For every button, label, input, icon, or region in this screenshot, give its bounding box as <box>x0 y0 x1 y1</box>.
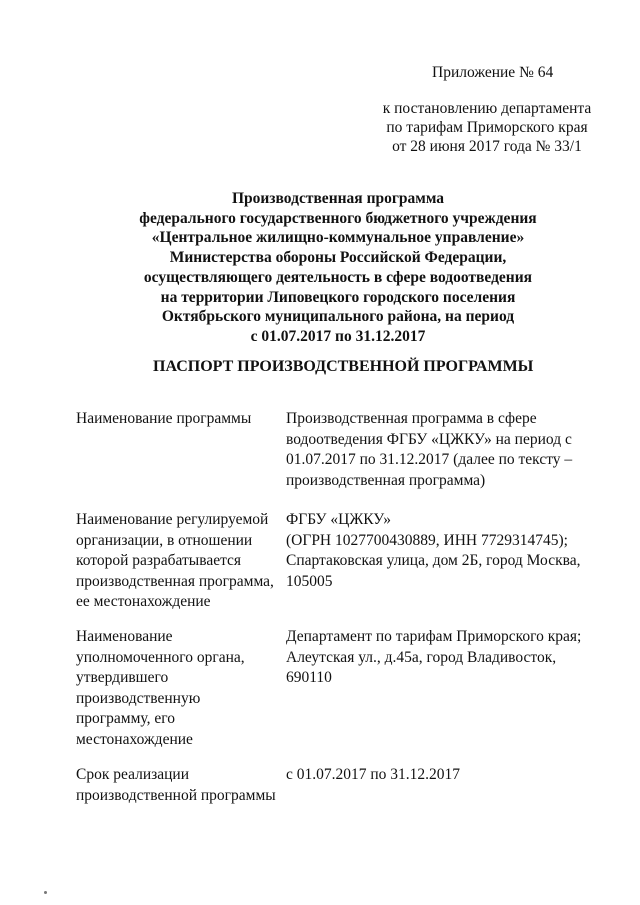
value-line: Департамент по тарифам Приморского края; <box>286 628 582 645</box>
label-line: утвердившего <box>76 669 169 687</box>
title-line: с 01.07.2017 по 31.12.2017 <box>250 327 426 345</box>
row-value <box>286 409 594 491</box>
row-value <box>286 765 594 786</box>
label-line: Наименование <box>76 628 173 645</box>
label-line: ее местонахождение <box>76 593 211 611</box>
label-line: Срок реализации <box>76 766 189 783</box>
row-label <box>76 765 281 806</box>
label-line: производственная программа, <box>76 572 274 590</box>
label-line: уполномоченного органа, <box>76 648 245 666</box>
title-line: Производственная программа <box>231 190 445 207</box>
title-line: Октябрьского муниципального района, на период <box>161 308 515 326</box>
value-line: Спартаковская улица, дом 2Б, город Москва, <box>286 552 581 570</box>
scan-speck <box>44 891 47 894</box>
value-line: ФГБУ «ЦЖКУ» <box>286 511 392 528</box>
value-line: (ОГРН 1027700430889, ИНН 7729314745); <box>286 531 568 549</box>
decree-line: по тарифам Приморского края <box>386 119 588 136</box>
row-label <box>76 627 281 751</box>
label-line: местонахождение <box>76 730 193 748</box>
value-line: 01.07.2017 по 31.12.2017 (далее по тексту – <box>286 451 573 469</box>
value-line: 105005 <box>286 572 333 590</box>
appendix-number: Приложение № 64 <box>432 64 554 81</box>
label-line: программу, его <box>76 710 175 728</box>
label-line: организации, в отношении <box>76 531 253 549</box>
row-value <box>286 510 594 592</box>
label-line: Наименование регулируемой <box>76 511 269 528</box>
value-line: Алеутская ул., д.45а, город Владивосток, <box>286 648 557 666</box>
passport-heading: ПАСПОРТ ПРОИЗВОДСТВЕННОЙ ПРОГРАММЫ <box>153 358 534 375</box>
title-line: Министерства обороны Российской Федерации, <box>169 249 507 267</box>
label-line: производственной программы <box>76 786 276 804</box>
program-title <box>100 189 576 347</box>
decree-line: от 28 июня 2017 года № 33/1 <box>392 138 582 155</box>
row-value <box>286 627 594 689</box>
title-line: федерального государственного бюджетного учреждения <box>139 209 537 227</box>
decree-reference <box>380 99 594 156</box>
value-line: с 01.07.2017 по 31.12.2017 <box>286 766 461 783</box>
row-label <box>76 510 281 613</box>
value-line: 690110 <box>286 669 332 687</box>
label-line: которой разрабатывается <box>76 552 242 570</box>
decree-line: к постановлению департамента <box>382 100 592 117</box>
title-line: «Центральное жилищно-коммунальное управление» <box>151 229 525 247</box>
value-line: производственная программа) <box>286 471 486 489</box>
row-label <box>76 409 281 430</box>
label-line: Наименование программы <box>76 410 252 427</box>
title-line: на территории Липовецкого городского поселения <box>160 288 516 306</box>
title-line: осуществляющего деятельность в сфере водоотведения <box>143 268 533 286</box>
value-line: водоотведения ФГБУ «ЦЖКУ» на период с <box>286 430 572 448</box>
value-line: Производственная программа в сфере <box>286 410 537 427</box>
label-line: производственную <box>76 689 201 707</box>
